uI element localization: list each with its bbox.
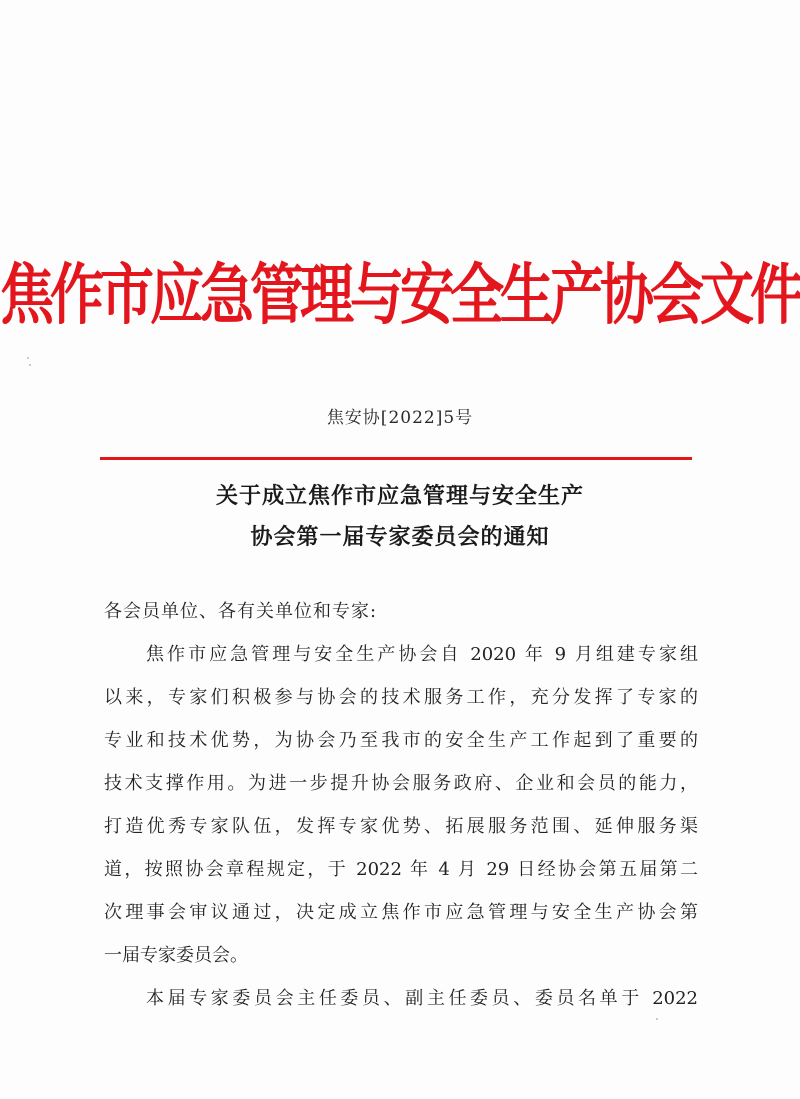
document-number: 焦安协[2022]5号 bbox=[326, 408, 474, 428]
body-line: 技术支撑作用。为进一步提升协会服务政府、企业和会员的能力， bbox=[104, 773, 698, 794]
body-line: 打造优秀专家队伍，发挥专家优势、拓展服务范围、延伸服务渠 bbox=[104, 816, 698, 837]
body-line: 焦作市应急管理与安全生产协会自 2020 年 9 月组建专家组 bbox=[146, 644, 698, 665]
body-line: 次理事会审议通过，决定成立焦作市应急管理与安全生产协会第 bbox=[104, 902, 698, 923]
red-divider-line bbox=[100, 457, 692, 460]
scan-speck bbox=[27, 357, 29, 359]
org-header-title: 焦作市应急管理与安全生产协会文件 bbox=[0, 255, 800, 334]
notice-title-line-2: 协会第一届专家委员会的通知 bbox=[250, 524, 550, 550]
notice-title-line-1: 关于成立焦作市应急管理与安全生产 bbox=[215, 483, 584, 509]
scan-speck bbox=[656, 1018, 658, 1020]
body-line: 专业和技术优势，为协会乃至我市的安全生产工作起到了重要的 bbox=[104, 730, 698, 751]
body-line: 本届专家委员会主任委员、副主任委员、委员名单于 2022 bbox=[146, 988, 698, 1009]
salutation: 各会员单位、各有关单位和专家: bbox=[104, 601, 378, 622]
body-line: 道，按照协会章程规定，于 2022 年 4 月 29 日经协会第五届第二 bbox=[104, 859, 698, 880]
body-line: 一届专家委员会。 bbox=[104, 945, 248, 966]
body-line: 以来，专家们积极参与协会的技术服务工作，充分发挥了专家的 bbox=[104, 687, 698, 708]
scan-speck bbox=[29, 364, 31, 366]
